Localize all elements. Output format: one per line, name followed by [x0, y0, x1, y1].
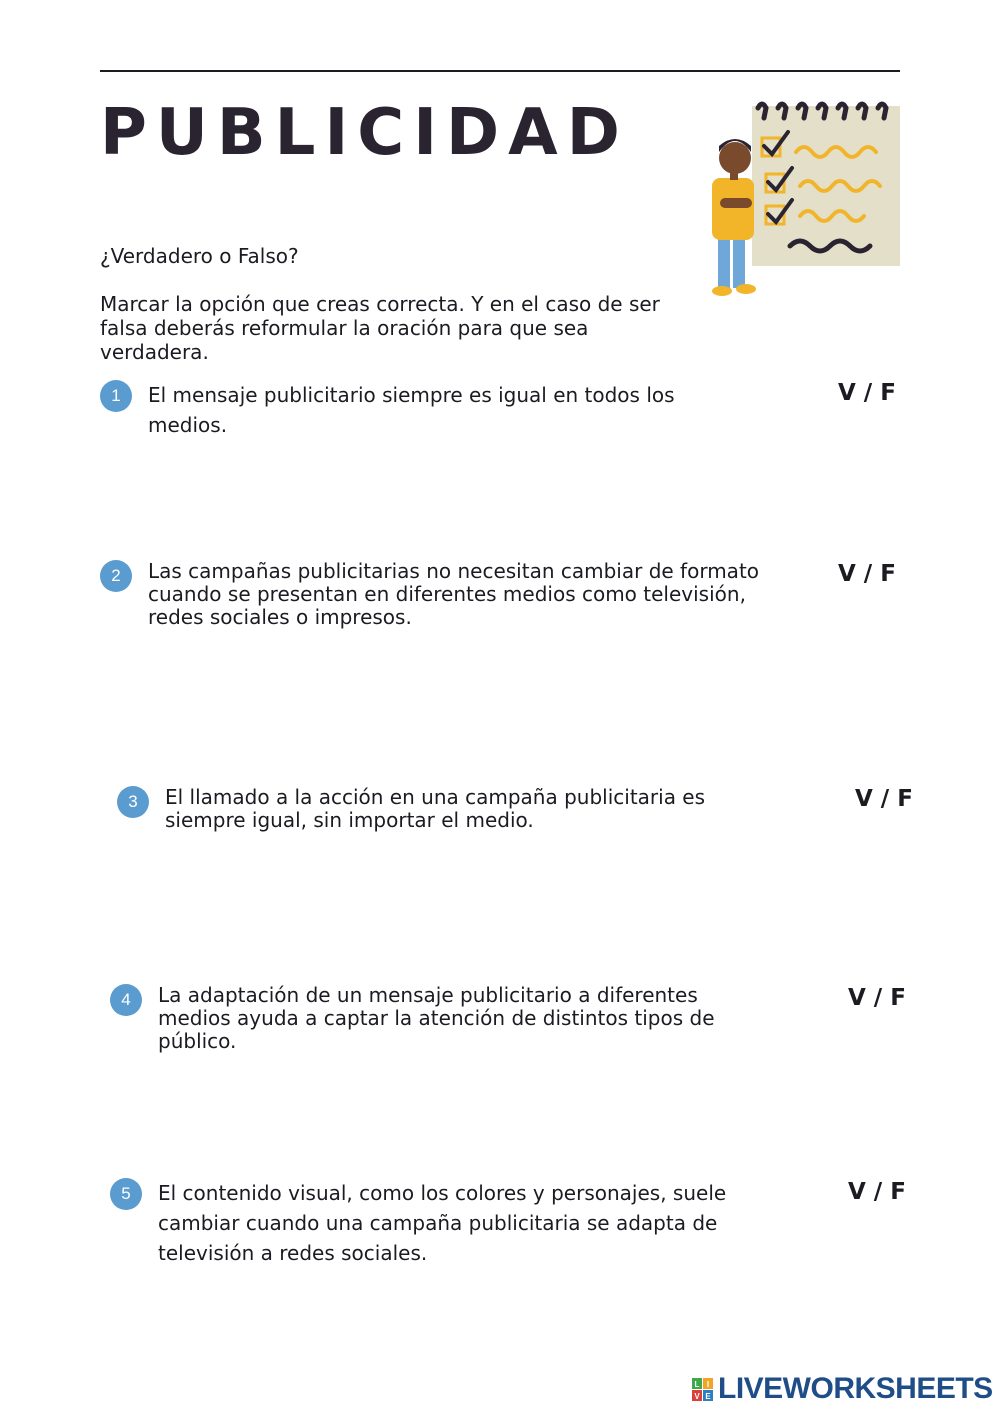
- true-false-option[interactable]: V / F: [855, 786, 913, 812]
- mark-letter: V: [694, 1392, 700, 1401]
- question-text: El contenido visual, como los colores y personajes, suele cambiar cuando una campaña publicitaria se adapta de televisión a redes sociales.: [158, 1181, 727, 1265]
- mark-letter: L: [694, 1380, 700, 1389]
- instructions: Marcar la opción que creas correcta. Y en el caso de ser falsa deberás reformular la oración para que sea verdadera.: [100, 292, 660, 364]
- thinking-person: [712, 139, 756, 296]
- question-number-badge: 2: [100, 560, 132, 592]
- question-text: La adaptación de un mensaje publicitario a diferentes medios ayuda a captar la atención de distintos tipos de público.: [158, 983, 715, 1053]
- mark-letter: I: [706, 1380, 710, 1389]
- true-false-option[interactable]: V / F: [848, 985, 906, 1011]
- liveworksheets-mark-icon: [692, 1378, 714, 1402]
- question-number-badge: 5: [110, 1178, 142, 1210]
- question-text: El mensaje publicitario siempre es igual en todos los medios.: [148, 383, 675, 437]
- true-false-option[interactable]: V / F: [838, 380, 896, 406]
- mark-letter: E: [705, 1392, 711, 1401]
- question-number-badge: 1: [100, 380, 132, 412]
- true-false-option[interactable]: V / F: [838, 561, 896, 587]
- subtitle: ¿Verdadero o Falso?: [100, 244, 299, 268]
- top-divider: [100, 70, 900, 72]
- true-false-option[interactable]: V / F: [848, 1179, 906, 1205]
- question-text: Las campañas publicitarias no necesitan cambiar de formato cuando se presentan en diferentes medios como televisión, redes sociales o impresos.: [148, 559, 760, 629]
- question-number-badge: 3: [117, 786, 149, 818]
- brand-name: LIVEWORKSHEETS: [718, 1372, 993, 1405]
- question-number-badge: 4: [110, 984, 142, 1016]
- checklist-illustration: [700, 98, 910, 304]
- liveworksheets-logo[interactable]: [692, 1370, 992, 1410]
- page-title: PUBLICIDAD: [100, 96, 629, 170]
- question-text: El llamado a la acción en una campaña publicitaria es siempre igual, sin importar el medio.: [165, 785, 706, 832]
